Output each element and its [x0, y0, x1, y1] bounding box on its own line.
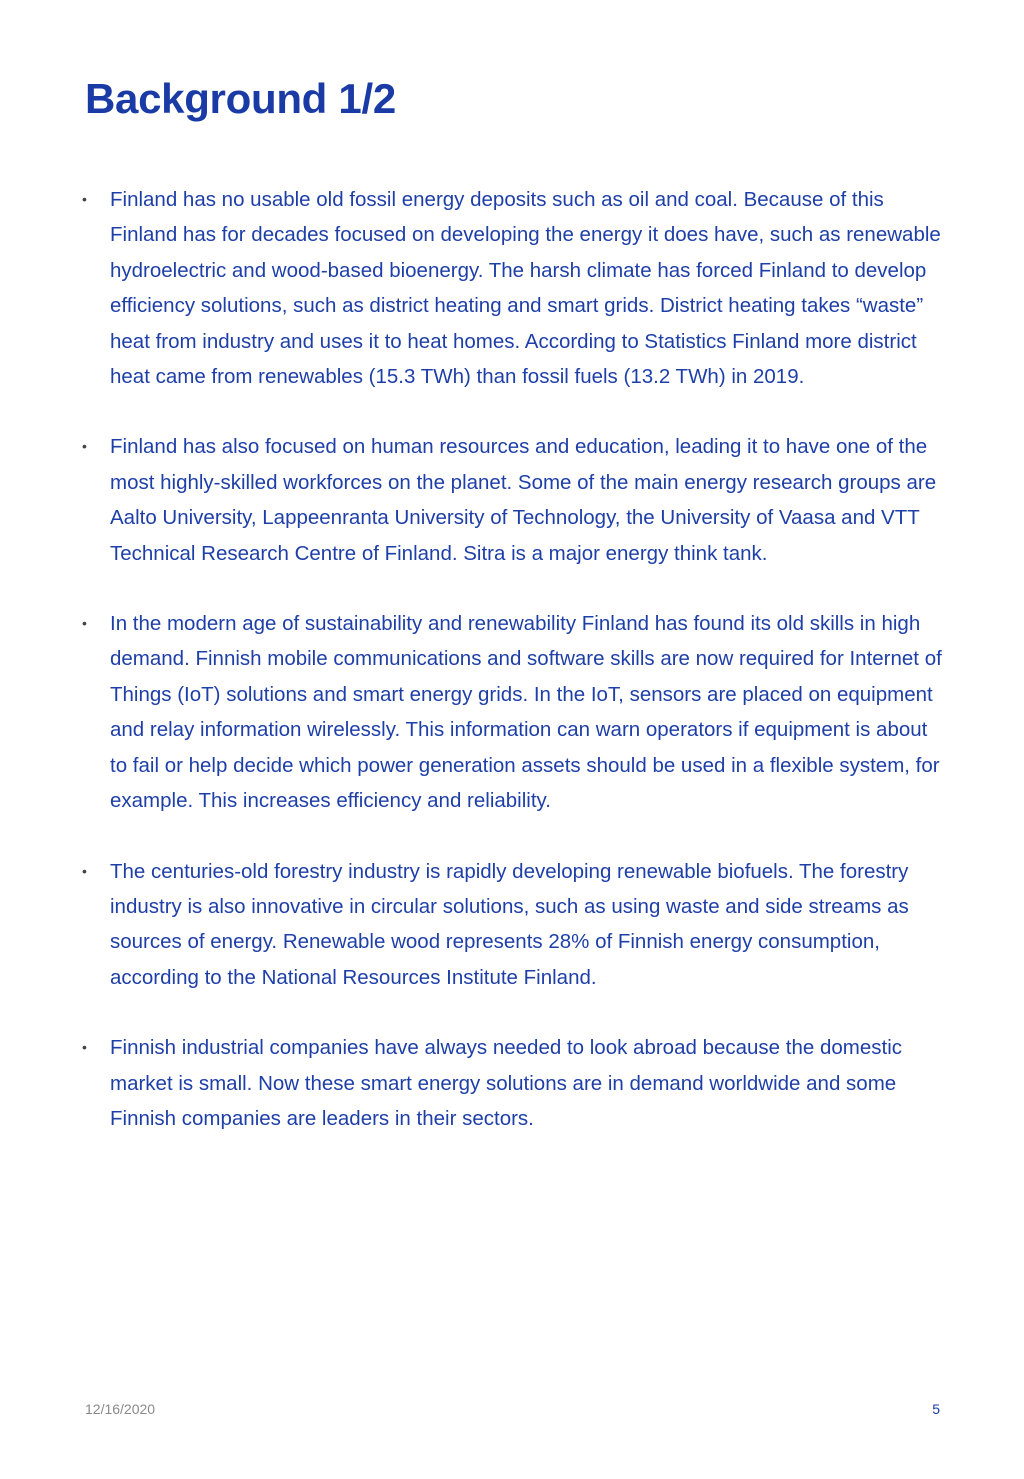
bullet-item-forestry-industry: [82, 854, 942, 996]
bullet-item-human-resources: [82, 429, 942, 571]
bullet-icon: •: [82, 1039, 87, 1056]
bullet-icon: •: [82, 615, 87, 632]
bullet-item-industrial-companies: [82, 1030, 942, 1136]
bullet-icon: •: [82, 438, 87, 455]
bullet-icon: •: [82, 191, 87, 207]
bullet-text: Finland has no usable old fossil energy deposits such as oil and coal. Because of this Finland has for decades focused on developing the energy it does have, such as renewable hydroelectric and wood-based bioenergy. The harsh climate has forced Finland to develop efficiency solutions, such as district heating and smart grids. District heating takes “waste” heat from industry and uses it to heat homes. According to Statistics Finland more district heat came from renewables (15.3 TWh) than fossil fuels (13.2 TWh) in 2019.: [110, 188, 941, 389]
footer-date: 12/16/2020: [85, 1401, 156, 1417]
bullet-text: In the modern age of sustainability and renewability Finland has found its old skills in high demand. Finnish mobile communications and software skills are now required for Internet of Things (IoT) solutions and smart energy grids. In the IoT, sensors are placed on equipment and relay information wirelessly. This information can warn operators if equipment is about to fail or help decide which power generation assets should be used in a flexible system, for example. This increases efficiency and reliability.: [110, 612, 942, 813]
bullet-text: Finnish industrial companies have always needed to look abroad because the domestic market is small. Now these smart energy solutions are in demand worldwide and some Finnish companies are leaders in their sectors.: [110, 1036, 903, 1130]
bullet-icon: •: [82, 862, 87, 879]
bullet-item-fossil-energy: [82, 182, 942, 394]
page-number: 5: [932, 1401, 940, 1417]
page-title: Background 1/2: [85, 75, 396, 122]
bullet-list: [82, 182, 942, 1171]
bullet-item-sustainability-skills: [82, 606, 942, 818]
bullet-text: The centuries-old forestry industry is rapidly developing renewable biofuels. The forestry industry is also innovative in circular solutions, such as using waste and side streams as sources of energy. Renewable wood represents 28% of Finnish energy consumption, according to the National Resources Institute Finland.: [110, 859, 909, 989]
bullet-text: Finland has also focused on human resources and education, leading it to have one of the most highly-skilled workforces on the planet. Some of the main energy research groups are Aalto University, Lappeenranta University of Technology, the University of Vaasa and VTT Technical Research Centre of Finland. Sitra is a major energy think tank.: [110, 435, 937, 565]
